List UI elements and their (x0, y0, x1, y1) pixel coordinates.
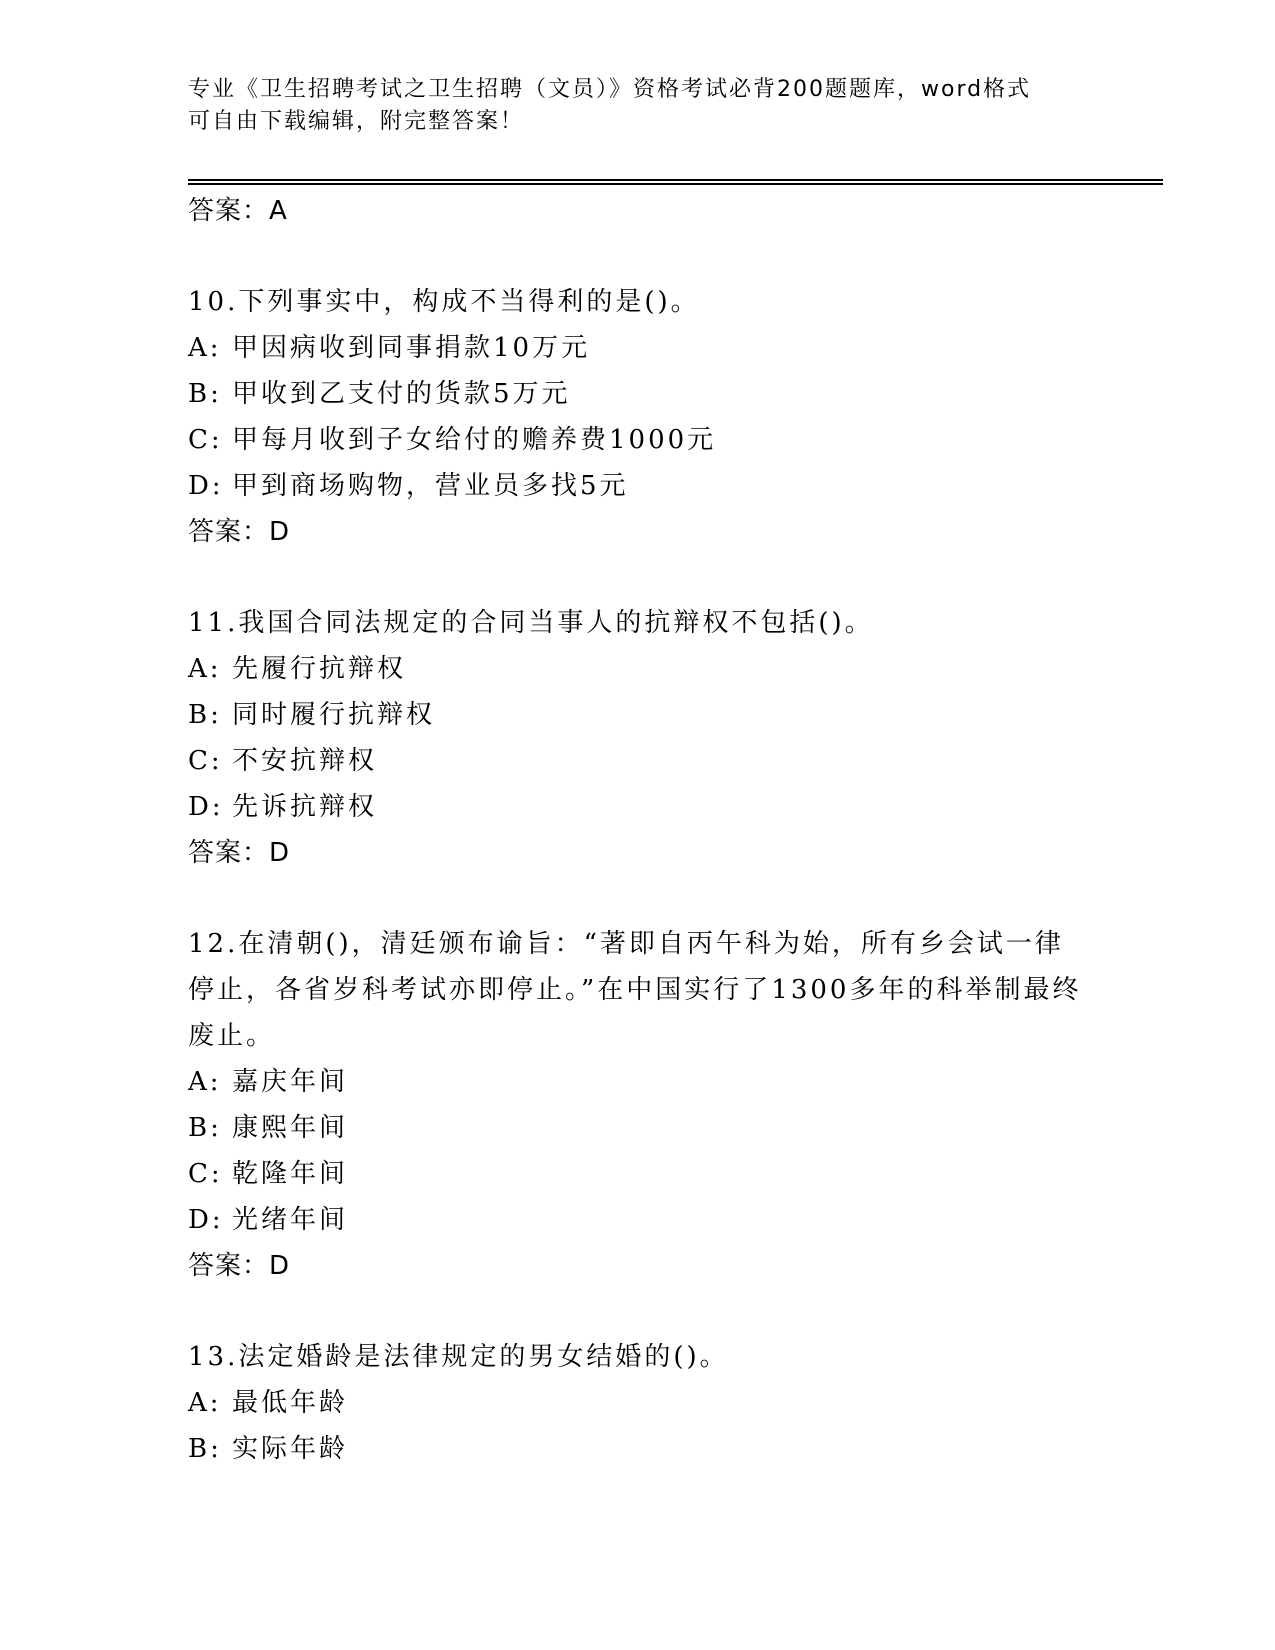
option-a (188, 1380, 1088, 1426)
document-header (188, 74, 1088, 138)
option-d (188, 784, 1088, 830)
option-text: 甲收到乙支付的货款5万元 (232, 379, 571, 409)
option-b (188, 1426, 1088, 1472)
option-a (188, 646, 1088, 692)
question-12 (188, 921, 1088, 1289)
answer-line: 答案：A (188, 196, 288, 226)
option-d (188, 463, 1088, 509)
option-letter: C: (188, 425, 223, 455)
option-c (188, 738, 1088, 784)
option-a (188, 325, 1088, 371)
option-text: 康熙年间 (232, 1113, 349, 1143)
option-letter: A: (188, 1067, 222, 1097)
option-text: 甲到商场购物，营业员多找5元 (232, 471, 629, 501)
option-letter: B: (188, 379, 222, 409)
option-text: 甲每月收到子女给付的赡养费1000元 (232, 425, 717, 455)
option-letter: A: (188, 1388, 222, 1418)
option-text: 光绪年间 (232, 1205, 349, 1235)
option-text: 同时履行抗辩权 (232, 700, 436, 730)
option-c (188, 1151, 1088, 1197)
question-11 (188, 600, 1088, 876)
option-c (188, 417, 1088, 463)
option-text: 先诉抗辩权 (232, 792, 378, 822)
option-text: 最低年龄 (232, 1388, 349, 1418)
question-13 (188, 1334, 1088, 1472)
option-letter: B: (188, 1434, 222, 1464)
option-text: 嘉庆年间 (232, 1067, 349, 1097)
question-stem: 13.法定婚龄是法律规定的男女结婚的()。 (188, 1342, 729, 1372)
option-letter: C: (188, 1159, 223, 1189)
option-letter: D: (188, 792, 224, 822)
header-line-2: 可自由下载编辑，附完整答案！ (188, 109, 525, 134)
document-body (188, 188, 1088, 1472)
option-letter: D: (188, 1205, 224, 1235)
option-letter: A: (188, 333, 222, 363)
option-letter: A: (188, 654, 222, 684)
option-letter: B: (188, 1113, 222, 1143)
answer-line: 答案：D (188, 1251, 291, 1281)
option-letter: C: (188, 746, 223, 776)
option-text: 实际年龄 (232, 1434, 349, 1464)
option-letter: D: (188, 471, 224, 501)
option-letter: B: (188, 700, 222, 730)
option-text: 甲因病收到同事捐款10万元 (232, 333, 591, 363)
question-stem: 11.我国合同法规定的合同当事人的抗辩权不包括()。 (188, 608, 874, 638)
option-d (188, 1197, 1088, 1243)
option-text: 不安抗辩权 (232, 746, 378, 776)
answer-line: 答案：D (188, 838, 291, 868)
question-stem: 10.下列事实中，构成不当得利的是()。 (188, 287, 700, 317)
header-line-1: 专业《卫生招聘考试之卫生招聘（文员）》资格考试必背200题题库，word格式 (188, 77, 1032, 102)
header-divider-top (188, 179, 1163, 181)
header-divider-bottom (188, 183, 1163, 185)
question-stem: 12.在清朝()，清廷颁布谕旨：“著即自丙午科为始，所有乡会试一律停止，各省岁科考试亦即停止。”在中国实行了1300多年的科举制最终废止。 (188, 929, 1082, 1051)
option-a (188, 1059, 1088, 1105)
option-b (188, 371, 1088, 417)
option-b (188, 1105, 1088, 1151)
question-10 (188, 279, 1088, 555)
option-b (188, 692, 1088, 738)
answer-line: 答案：D (188, 517, 291, 547)
option-text: 乾隆年间 (232, 1159, 349, 1189)
option-text: 先履行抗辩权 (232, 654, 407, 684)
